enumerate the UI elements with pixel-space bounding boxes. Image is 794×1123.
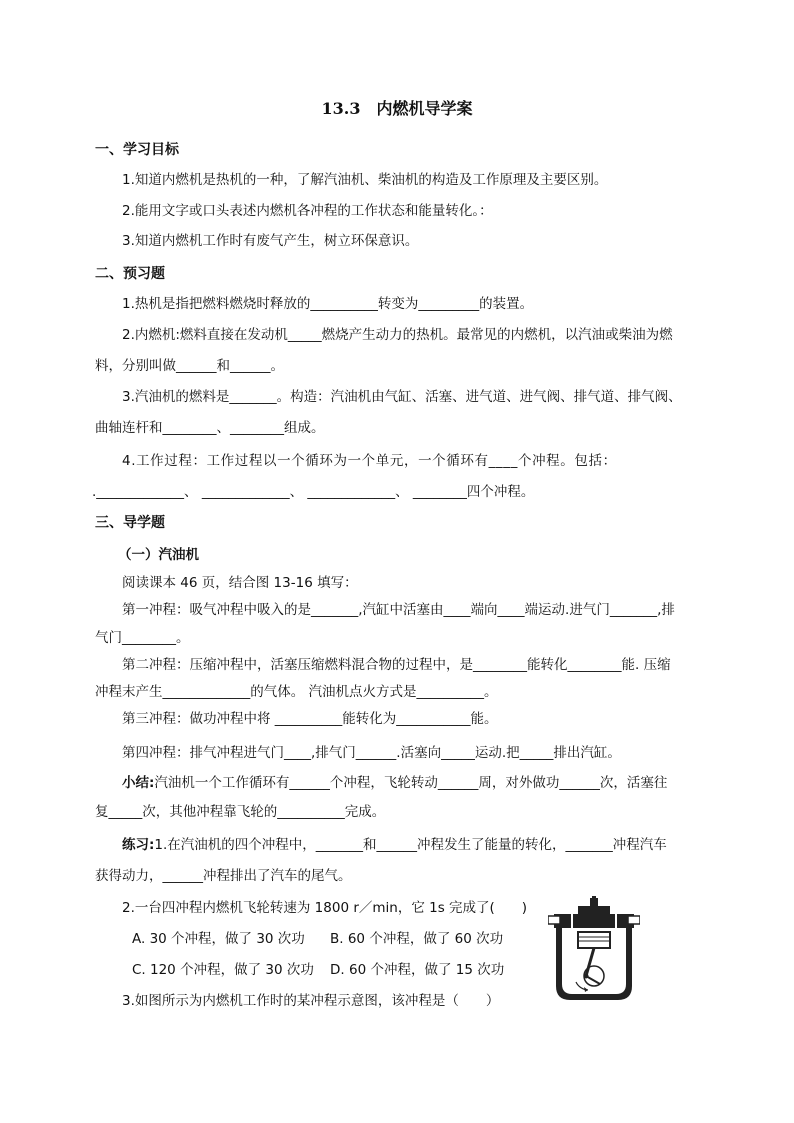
option-a: A. 30 个冲程，做了 30 次功 xyxy=(132,931,305,947)
summary-label: 小结: xyxy=(122,775,155,791)
preview-q2-line2: 料，分别叫做______和______。 xyxy=(95,358,284,374)
preview-q2-line1: 2.内燃机:燃料直接在发动机_____燃烧产生动力的热机。最常见的内燃机，以汽油或柴油为燃 xyxy=(122,327,673,343)
stroke3: 第三冲程：做功冲程中将 __________能转化为___________能。 xyxy=(122,711,498,727)
goal-item-1: 1.知道内燃机是热机的一种，了解汽油机、柴油机的构造及工作原理及主要区别。 xyxy=(122,172,608,188)
stroke4: 第四冲程：排气冲程进气门____,排气门______.活塞向_____运动.把_____排出汽缸。 xyxy=(122,745,621,761)
reading-instruction: 阅读课本 46 页，结合图 13-16 填写： xyxy=(122,575,358,591)
preview-q1: 1.热机是指把燃料燃烧时释放的__________转变为_________的装置。 xyxy=(122,296,534,312)
goal-item-3: 3.知道内燃机工作时有废气产生，树立环保意识。 xyxy=(122,233,419,249)
summary-line1 xyxy=(122,773,667,793)
question-3: 3.如图所示为内燃机工作时的某冲程示意图，该冲程是（ ） xyxy=(122,993,500,1009)
practice-line1 xyxy=(122,835,667,855)
stroke2-line2: 冲程末产生_____________的气体。 汽油机点火方式是__________。 xyxy=(95,684,498,700)
practice-label: 练习: xyxy=(122,837,155,853)
preview-q3-line1: 3.汽油机的燃料是_______。构造：汽油机由气缸、活塞、进气道、进气阀、排气道、排气阀、 xyxy=(122,389,682,405)
stroke1-line1: 第一冲程：吸气冲程中吸入的是_______,汽缸中活塞由____端向____端运动.进气门_______,排 xyxy=(122,602,675,618)
summary-text-1: 汽油机一个工作循环有______个冲程，飞轮转动______周，对外做功______次，活塞往 xyxy=(154,775,668,791)
subsection-gasoline-engine: （一）汽油机 xyxy=(118,547,199,563)
engine-cylinder-diagram-icon xyxy=(548,896,640,1004)
preview-q4-line1: 4.工作过程：工作过程以一个循环为一个单元，一个循环有____个冲程。包括： xyxy=(122,453,617,469)
option-c: C. 120 个冲程，做了 30 次功 xyxy=(132,962,314,978)
preview-q4-line2: ._____________、 _____________、 _____________、 ________四个冲程。 xyxy=(92,484,535,500)
section-heading-preview: 二、预习题 xyxy=(95,266,165,282)
goal-item-2: 2.能用文字或口头表述内燃机各冲程的工作状态和能量转化。： xyxy=(122,203,493,219)
stroke1-line2: 气门________。 xyxy=(95,630,190,646)
practice-text-1: 1.在汽油机的四个冲程中，_______和______冲程发生了能量的转化，_______冲程汽车 xyxy=(154,837,667,853)
stroke2-line1: 第二冲程：压缩冲程中，活塞压缩燃料混合物的过程中，是________能转化________能. 压缩 xyxy=(122,657,671,673)
option-b: B. 60 个冲程，做了 60 次功 xyxy=(330,931,504,947)
section-heading-guide: 三、导学题 xyxy=(95,515,165,531)
section-heading-goals: 一、学习目标 xyxy=(95,142,179,158)
practice-line2: 获得动力，______冲程排出了汽车的尾气。 xyxy=(95,868,352,884)
question-2: 2.一台四冲程内燃机飞轮转速为 1800 r／min，它 1s 完成了( ) xyxy=(122,900,528,916)
page-title: 13.3 内燃机导学案 xyxy=(321,99,473,118)
option-d: D. 60 个冲程，做了 15 次功 xyxy=(330,962,505,978)
preview-q3-line2: 曲轴连杆和________、________组成。 xyxy=(95,420,325,436)
summary-line2: 复_____次，其他冲程靠飞轮的__________完成。 xyxy=(95,804,386,820)
